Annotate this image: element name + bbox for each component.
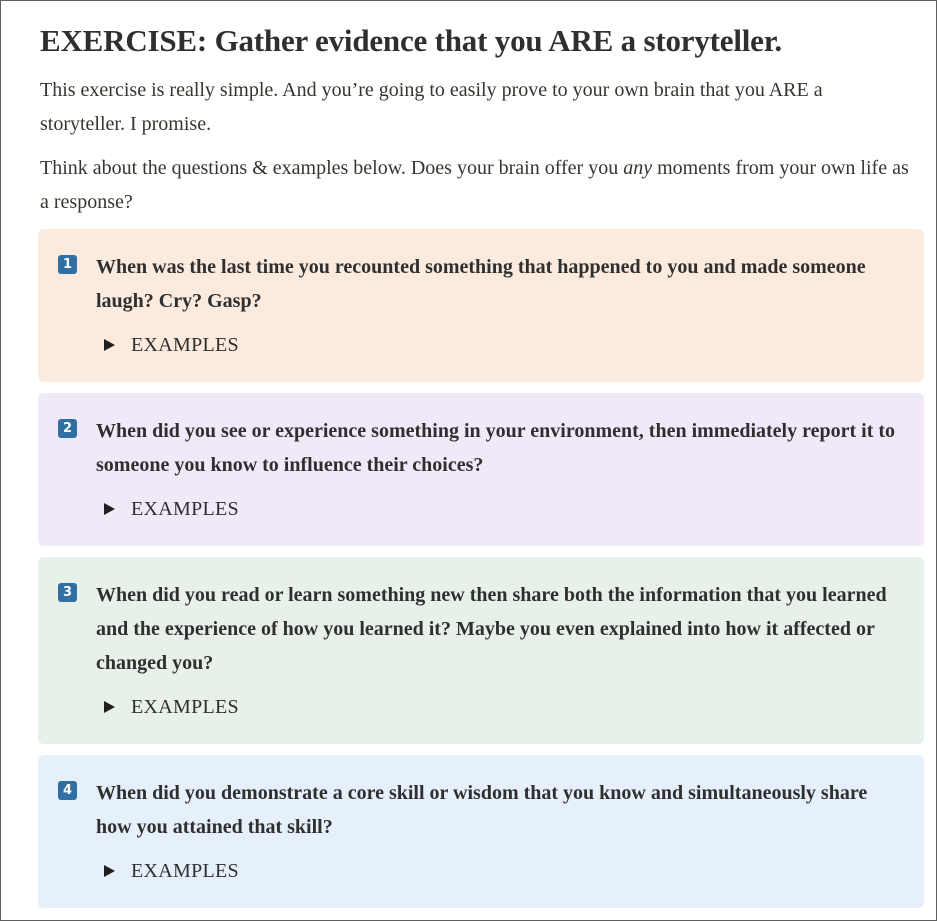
- intro-text-before: Think about the questions & examples below. Does your brain offer you: [40, 157, 624, 179]
- examples-toggle-label: EXAMPLES: [131, 498, 239, 520]
- question-text: When did you demonstrate a core skill or wisdom that you know and simultaneously share how you attained that skill?: [96, 782, 868, 838]
- question-text: When did you see or experience something in your environment, then immediately report it to someone you know to influence their choices?: [96, 420, 896, 476]
- callout-question-2: [38, 393, 924, 546]
- intro-paragraph-1: This exercise is really simple. And you’re going to easily prove to your own brain that you ARE a storyteller. I promise.: [40, 79, 823, 135]
- intro-emphasis: any: [623, 157, 653, 179]
- question-text: When did you read or learn something new then share both the information that you learned and the experience of how you learned it? Maybe you even explained into how it affected or changed you?: [96, 584, 887, 674]
- triangle-right-icon: [104, 339, 115, 351]
- examples-toggle-label: EXAMPLES: [131, 334, 239, 356]
- examples-toggle-label: EXAMPLES: [131, 696, 239, 718]
- question-text: When was the last time you recounted something that happened to you and made someone laugh? Cry? Gasp?: [96, 256, 866, 312]
- examples-toggle[interactable]: [104, 494, 239, 524]
- triangle-right-icon: [104, 503, 115, 515]
- keycap-number-icon: 1: [58, 255, 77, 274]
- page-title: EXERCISE: Gather evidence that you ARE a storyteller.: [40, 23, 782, 58]
- examples-toggle[interactable]: [104, 692, 239, 722]
- callout-question-4: [38, 755, 924, 908]
- callout-question-1: [38, 229, 924, 382]
- intro-text-after: moments from your own life as a response?: [40, 157, 909, 213]
- examples-toggle-label: EXAMPLES: [131, 860, 239, 882]
- examples-toggle[interactable]: [104, 330, 239, 360]
- triangle-right-icon: [104, 701, 115, 713]
- callout-question-3: [38, 557, 924, 744]
- keycap-number-icon: 3: [58, 583, 77, 602]
- triangle-right-icon: [104, 865, 115, 877]
- keycap-number-icon: 4: [58, 781, 77, 800]
- keycap-number-icon: 2: [58, 419, 77, 438]
- examples-toggle[interactable]: [104, 856, 239, 886]
- intro-paragraph-2: [40, 151, 910, 219]
